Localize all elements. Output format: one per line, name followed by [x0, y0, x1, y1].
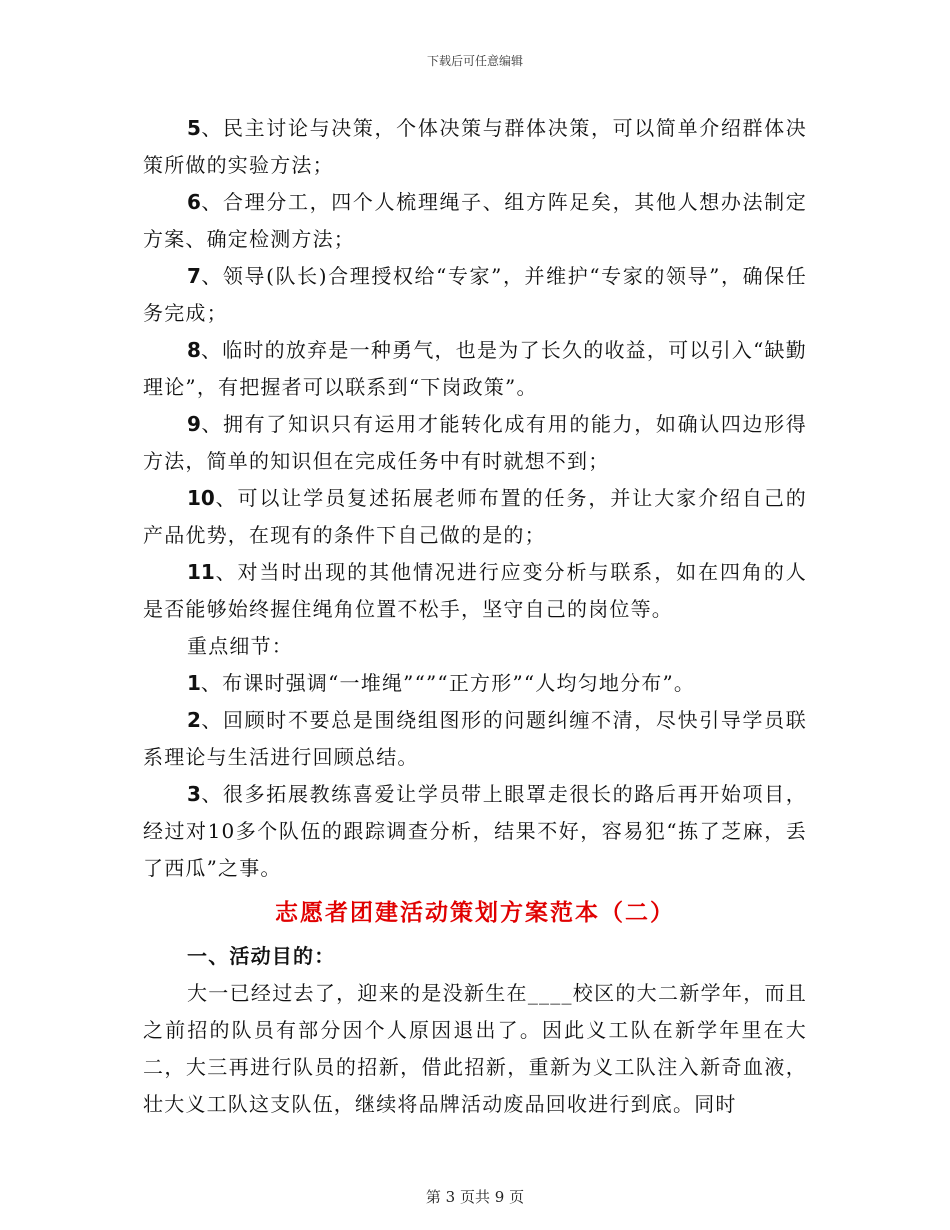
list-item-7	[143, 258, 807, 332]
page-footer: 第 3 页共 9 页	[425, 1188, 525, 1206]
item-number: 8	[187, 338, 201, 362]
item-text: 、对当时出现的其他情况进行应变分析与联系，如在四角的人是否能够始终握住绳角位置不松手，坚守自己的岗位等。	[143, 560, 807, 621]
item-number: 11	[187, 560, 215, 584]
section-paragraph: 大一已经过去了，迎来的是没新生在____校区的大二新学年，而且之前招的队员有部分因个人原因退出了。因此义工队在新学年里在大二，大三再进行队员的招新，借此招新，重新为义工队注入新奇血液，壮大义工队这支队伍，继续将品牌活动废品回收进行到底。同时	[143, 981, 807, 1116]
item-text: 、很多拓展教练喜爱让学员带上眼罩走很长的路后再开始项目，经过对10多个队伍的跟踪调查分析，结果不好，容易犯“拣了芝麻，丢了西瓜”之事。	[143, 782, 807, 880]
list-item-5	[143, 110, 807, 184]
item-text: 、回顾时不要总是围绕组图形的问题纠缠不清，尽快引导学员联系理论与生活进行回顾总结。	[143, 708, 807, 769]
focus-item-2	[143, 702, 807, 776]
section-heading: 一、活动目的：	[187, 944, 336, 968]
item-text: 、领导(队长)合理授权给“专家”，并维护“专家的领导”，确保任务完成；	[143, 264, 807, 325]
item-number: 10	[187, 486, 215, 510]
item-number: 2	[187, 708, 201, 732]
list-item-11	[143, 554, 807, 628]
list-item-9	[143, 406, 807, 480]
focus-label: 重点细节：	[187, 634, 293, 658]
list-item-8	[143, 332, 807, 406]
item-text: 、可以让学员复述拓展老师布置的任务，并让大家介绍自己的产品优势，在现有的条件下自己做的是的；	[143, 486, 807, 547]
focus-item-1	[143, 665, 807, 702]
page-header: 下载后可任意编辑	[426, 54, 523, 68]
list-item-6	[143, 184, 807, 258]
section-title: 志愿者团建活动策划方案范本（二）	[275, 900, 675, 926]
item-text: 、临时的放弃是一种勇气，也是为了长久的收益，可以引入“缺勤理论”，有把握者可以联系到“下岗政策”。	[143, 338, 807, 399]
item-number: 9	[187, 412, 201, 436]
focus-item-3	[143, 776, 807, 887]
list-item-10	[143, 480, 807, 554]
item-number: 1	[187, 671, 201, 695]
item-number: 5	[187, 116, 201, 140]
item-number: 7	[187, 264, 201, 288]
item-text: 、合理分工，四个人梳理绳子、组方阵足矣，其他人想办法制定方案、确定检测方法；	[143, 190, 807, 251]
item-text: 、拥有了知识只有运用才能转化成有用的能力，如确认四边形得方法，简单的知识但在完成任务中有时就想不到；	[143, 412, 807, 473]
item-number: 3	[187, 782, 201, 806]
item-number: 6	[187, 190, 201, 214]
document-body	[143, 110, 807, 1123]
item-text: 、布课时强调“一堆绳”“”“正方形”“人均匀地分布”。	[200, 671, 696, 695]
item-text: 、民主讨论与决策，个体决策与群体决策，可以简单介绍群体决策所做的实验方法；	[143, 116, 807, 177]
